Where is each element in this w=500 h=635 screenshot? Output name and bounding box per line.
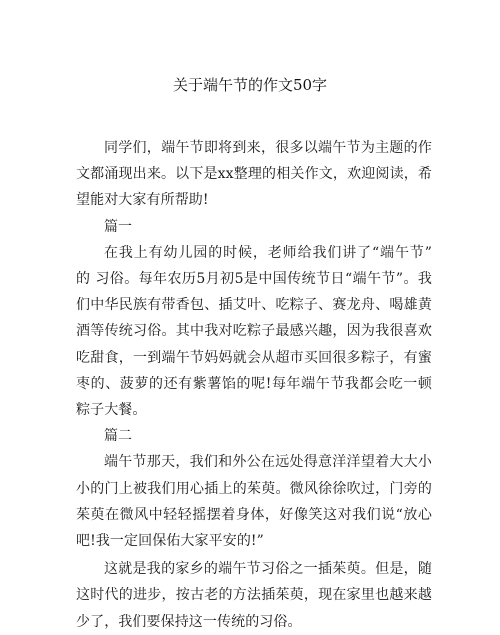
document-body [76, 135, 432, 635]
document-title: 关于端午节的作文50字 [172, 76, 328, 94]
section-2-paragraph: 端午节那天，我们和外公在远处得意洋洋望着大大小小的门上被我们用心插上的茱萸。微风徐徐吹过，门旁的茱萸在微风中轻轻摇摆着身体，好像笑这对我们说“放心吧!我一定回保佑大家平安的!” [76, 454, 432, 550]
section-2-paragraph-continued: 这就是我的家乡的端午节习俗之一插茱萸。但是，随这时代的进步，按古老的方法插茱萸，现在家里也越来越少了，我们要保持这一传统的习俗。 [76, 561, 432, 630]
intro-paragraph: 同学们，端午节即将到来，很多以端午节为主题的作文都涌现出来。以下是xx整理的相关作文，欢迎阅读，希望能对大家有所帮助! [76, 140, 432, 209]
section-heading-1: 篇一 [104, 218, 132, 235]
section-1-paragraph: 在我上有幼儿园的时候，老师给我们讲了“端午节” 的 习俗。每年农历5月初5是中国传统节日“端午节”。我们中华民族有带香包、插艾叶、吃粽子、赛龙舟、喝雄黄酒等传统习俗。其中我对吃粽子最感兴趣，因为我很喜欢吃甜食，一到端午节妈妈就会从超市买回很多粽子，有蜜枣的、菠萝的还有紫薯馅的呢!每年端午节我都会吃一顿粽子大餐。 [76, 244, 432, 419]
section-heading-2: 篇二 [104, 428, 132, 445]
